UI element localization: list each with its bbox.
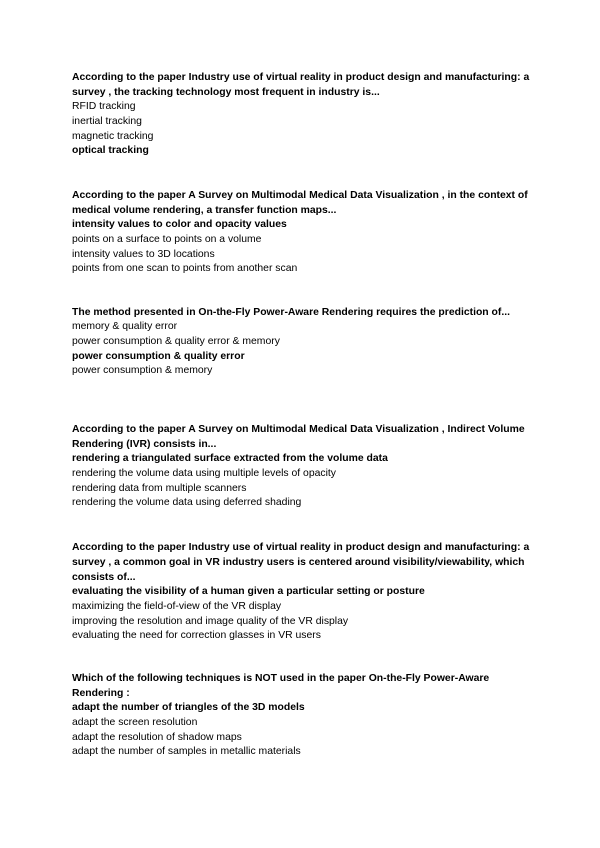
options-list <box>72 585 532 644</box>
answer-option: adapt the screen resolution <box>72 716 198 728</box>
answer-option: magnetic tracking <box>72 130 154 142</box>
answer-option: adapt the resolution of shadow maps <box>72 731 242 743</box>
question-text: According to the paper Industry use of virtual reality in product design and manufacturing: a survey , the tracking technology most frequent in industry is... <box>72 72 530 98</box>
correct-answer-option: adapt the number of triangles of the 3D models <box>72 702 305 713</box>
question-block <box>72 422 532 511</box>
correct-answer-option: intensity values to color and opacity values <box>72 219 287 230</box>
question-block <box>72 305 532 379</box>
answer-option: memory & quality error <box>72 321 178 332</box>
options-list <box>72 100 532 159</box>
answer-option: inertial tracking <box>72 115 142 127</box>
answer-option: points from one scan to points from another scan <box>72 263 298 275</box>
answer-option: rendering the volume data using deferred shading <box>72 497 302 509</box>
question-block <box>72 188 532 277</box>
answer-option: improving the resolution and image quality of the VR display <box>72 615 349 627</box>
answer-option: power consumption & memory <box>72 365 213 377</box>
question-text: According to the paper A Survey on Multimodal Medical Data Visualization , in the context of medical volume rendering, a transfer function maps... <box>72 190 528 216</box>
correct-answer-option: optical tracking <box>72 145 149 157</box>
answer-option: power consumption & quality error & memory <box>72 335 280 347</box>
answer-option: rendering the volume data using multiple levels of opacity <box>72 467 336 479</box>
options-list <box>72 218 532 277</box>
answer-option: RFID tracking <box>72 101 136 112</box>
answer-option: adapt the number of samples in metallic materials <box>72 746 301 758</box>
question-block <box>72 671 532 760</box>
question-text: According to the paper Industry use of virtual reality in product design and manufacturing: a survey , a common goal in VR industry users is centered around visibility/viewability, which consists of... <box>72 542 530 583</box>
answer-option: intensity values to 3D locations <box>72 248 215 260</box>
correct-answer-option: rendering a triangulated surface extracted from the volume data <box>72 453 388 464</box>
correct-answer-option: evaluating the visibility of a human given a particular setting or posture <box>72 586 425 597</box>
question-text: Which of the following techniques is NOT used in the paper On-the-Fly Power-Aware Rendering : <box>72 673 490 699</box>
correct-answer-option: power consumption & quality error <box>72 350 245 362</box>
answer-option: points on a surface to points on a volume <box>72 233 262 245</box>
question-block <box>72 70 532 159</box>
options-list <box>72 452 532 511</box>
options-list <box>72 320 532 379</box>
answer-option: maximizing the field-of-view of the VR display <box>72 600 282 612</box>
question-block <box>72 540 532 644</box>
question-text: The method presented in On-the-Fly Power-Aware Rendering requires the prediction of... <box>72 307 511 318</box>
question-text: According to the paper A Survey on Multimodal Medical Data Visualization , Indirect Volume Rendering (IVR) consists in... <box>72 424 525 450</box>
answer-option: evaluating the need for correction glasses in VR users <box>72 630 321 642</box>
options-list <box>72 701 532 760</box>
answer-option: rendering data from multiple scanners <box>72 482 247 494</box>
